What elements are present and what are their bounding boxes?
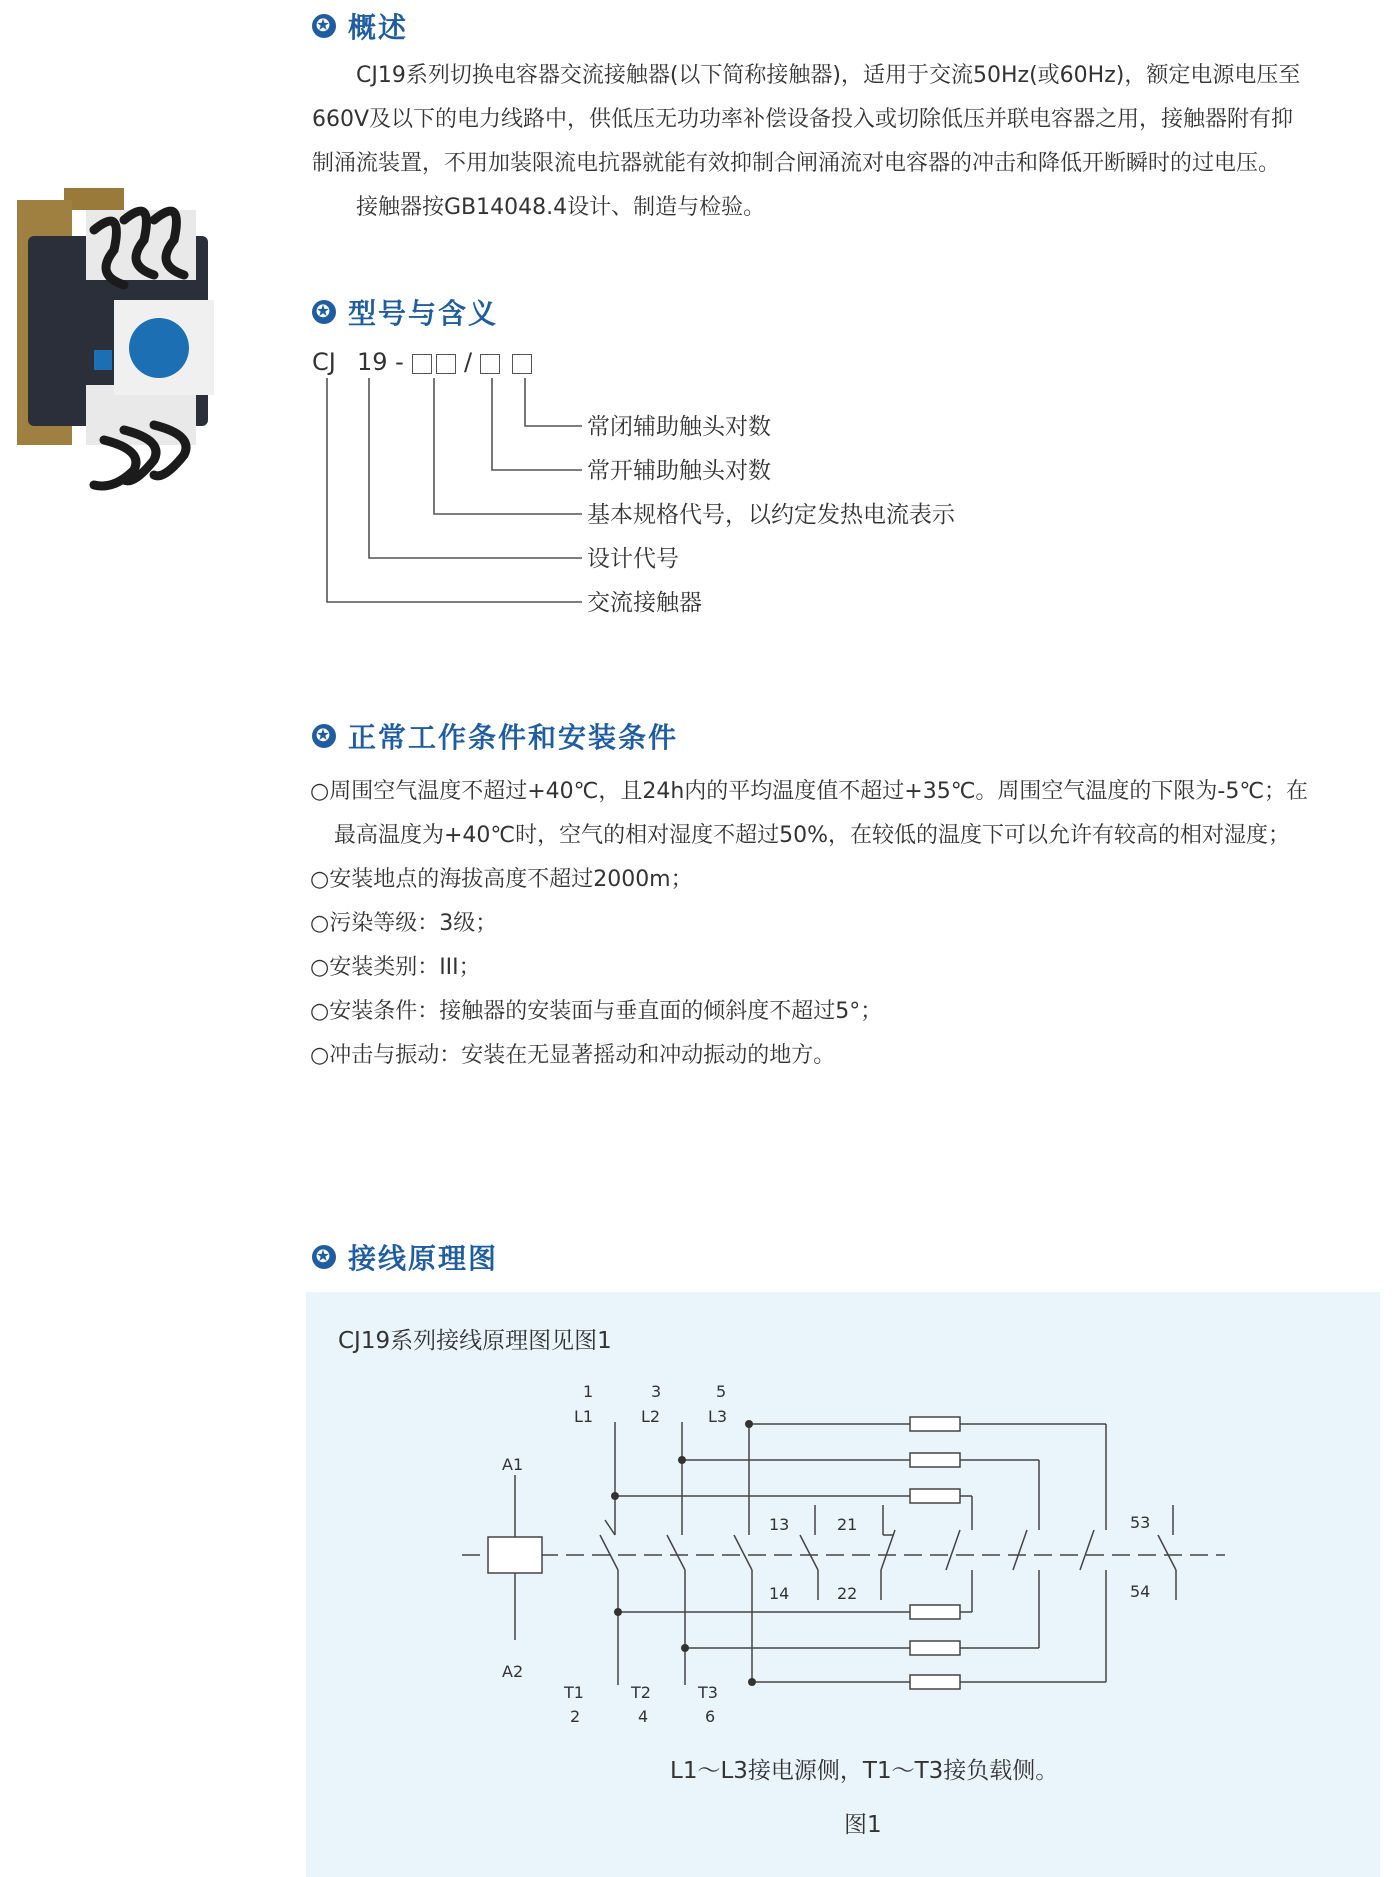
model-tree-lines	[312, 378, 592, 618]
condition-item-3: ○污染等级：3级；	[310, 911, 498, 936]
label-21: 21	[837, 1515, 858, 1534]
product-photo	[14, 180, 254, 495]
label-6: 6	[705, 1707, 716, 1726]
wiring-note: L1～L3接电源侧，T1～T3接负载侧。	[670, 1758, 1059, 1784]
conditions-heading	[312, 718, 678, 754]
label-T1: T1	[564, 1683, 584, 1702]
overview-line-3: 制涌流装置，不用加装限流电抗器就能有效抑制合闸涌流对电容器的冲击和降低开断瞬时的过电压。	[312, 151, 1281, 176]
condition-item-6: ○冲击与振动：安装在无显著摇动和冲动振动的地方。	[310, 1043, 836, 1068]
overview-heading	[312, 8, 408, 44]
wiring-intro: CJ19系列接线原理图见图1	[338, 1328, 612, 1354]
condition-item-4: ○安装类别：III；	[310, 955, 481, 980]
wiring-diagram	[440, 1380, 1240, 1730]
model-explain-5: 交流接触器	[587, 590, 702, 616]
label-L1: L1	[574, 1407, 594, 1426]
model-code-box-1	[412, 354, 432, 374]
condition-item-1: ○周围空气温度不超过+40℃，且24h内的平均温度值不超过+35℃。周围空气温度的下限为-5℃；在	[310, 779, 1309, 804]
overview-line-2: 660V及以下的电力线路中，供低压无功功率补偿设备投入或切除低压并联电容器之用，接触器附有抑	[312, 107, 1294, 132]
model-explain-4: 设计代号	[587, 546, 679, 572]
model-code-box-3	[480, 354, 500, 374]
model-code-box-2	[436, 354, 456, 374]
model-explain-3: 基本规格代号，以约定发热电流表示	[587, 502, 955, 528]
label-14: 14	[769, 1584, 790, 1603]
condition-item-1-cont: 最高温度为+40℃时，空气的相对湿度不超过50%，在较低的温度下可以允许有较高的相对湿度；	[334, 823, 1291, 848]
condition-item-2: ○安装地点的海拔高度不超过2000m；	[310, 867, 693, 892]
label-T3: T3	[698, 1683, 718, 1702]
label-T2: T2	[631, 1683, 651, 1702]
model-explain-1: 常闭辅助触头对数	[587, 414, 771, 440]
figure-caption: 图1	[844, 1812, 882, 1838]
wiring-title: 接线原理图	[348, 1242, 499, 1275]
label-3: 3	[651, 1382, 662, 1401]
label-54: 54	[1130, 1582, 1151, 1601]
label-A2: A2	[502, 1662, 524, 1681]
label-A1: A1	[502, 1455, 524, 1474]
label-1: 1	[583, 1382, 594, 1401]
label-L3: L3	[708, 1407, 728, 1426]
model-title: 型号与含义	[348, 297, 499, 330]
model-code-slash: /	[464, 348, 473, 376]
star-circle-icon: ✪	[312, 14, 336, 38]
wiring-heading	[312, 1239, 498, 1275]
label-13: 13	[769, 1515, 790, 1534]
model-code-series: 19 -	[357, 348, 404, 376]
model-explain-2: 常开辅助触头对数	[587, 458, 771, 484]
star-circle-icon: ✪	[312, 1245, 336, 1269]
star-circle-icon: ✪	[312, 300, 336, 324]
overview-paragraph-2: 接触器按GB14048.4设计、制造与检验。	[356, 195, 766, 220]
model-code-box-4	[512, 354, 532, 374]
condition-item-5: ○安装条件：接触器的安装面与垂直面的倾斜度不超过5°；	[310, 999, 883, 1024]
overview-line-1: CJ19系列切换电容器交流接触器(以下简称接触器)，适用于交流50Hz(或60Hz)，额定电源电压至	[356, 63, 1301, 88]
model-heading	[312, 294, 498, 330]
label-4: 4	[638, 1707, 649, 1726]
label-53: 53	[1130, 1513, 1151, 1532]
label-2: 2	[570, 1707, 581, 1726]
label-L2: L2	[641, 1407, 661, 1426]
star-circle-icon: ✪	[312, 724, 336, 748]
conditions-title: 正常工作条件和安装条件	[348, 721, 679, 754]
label-5: 5	[716, 1382, 727, 1401]
overview-title: 概述	[348, 11, 409, 44]
label-22: 22	[837, 1584, 858, 1603]
model-code-prefix: CJ	[312, 348, 336, 376]
